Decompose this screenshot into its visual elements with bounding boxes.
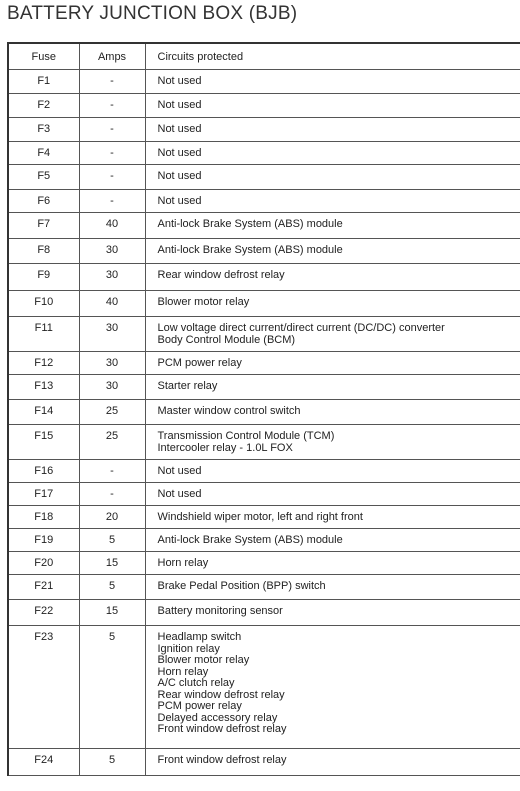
circuits-cell (145, 213, 520, 239)
circuit-line: PCM power relay (157, 357, 242, 369)
circuit-line: Not used (157, 195, 202, 207)
circuit-line: Transmission Control Module (TCM) (157, 430, 335, 442)
circuits-cell (145, 352, 520, 375)
circuit-line: Low voltage direct current/direct current (DC/DC) converter (157, 322, 445, 334)
fuse-cell: F23 (8, 626, 79, 749)
circuits-cell (145, 375, 520, 400)
circuit-line: A/C clutch relay (157, 677, 235, 689)
fuse-cell: F21 (8, 575, 79, 600)
fuse-cell: F4 (8, 142, 79, 165)
fuse-cell: F19 (8, 529, 79, 552)
circuit-line: Ignition relay (157, 642, 220, 655)
fuse-table (7, 42, 520, 776)
circuit-line: Brake Pedal Position (BPP) switch (157, 580, 326, 592)
amps-cell: - (79, 70, 145, 94)
circuit-line: Windshield wiper motor, left and right front (157, 511, 363, 523)
circuit-line: Not used (157, 147, 202, 159)
table-row (8, 118, 520, 142)
circuits-cell (145, 291, 520, 317)
fuse-cell: F1 (8, 70, 79, 94)
circuit-line: Not used (157, 75, 202, 87)
fuse-cell: F24 (8, 749, 79, 776)
amps-cell: 30 (79, 352, 145, 375)
fuse-cell: F9 (8, 264, 79, 291)
circuit-line: Not used (157, 465, 202, 477)
table-row (8, 239, 520, 264)
circuit-line: Not used (157, 170, 202, 182)
fuse-cell: F16 (8, 460, 79, 483)
circuits-cell (145, 118, 520, 142)
circuits-cell (145, 425, 520, 460)
table-row (8, 165, 520, 190)
circuit-line: Master window control switch (157, 405, 301, 417)
amps-cell: - (79, 190, 145, 213)
circuits-cell (145, 70, 520, 94)
amps-cell: 30 (79, 375, 145, 400)
fuse-cell: F6 (8, 190, 79, 213)
circuits-cell (145, 600, 520, 626)
table-row (8, 460, 520, 483)
table-row (8, 264, 520, 291)
amps-cell: 25 (79, 400, 145, 425)
table-row (8, 529, 520, 552)
amps-cell: 5 (79, 575, 145, 600)
circuit-line: Headlamp switch (157, 631, 242, 643)
table-row (8, 425, 520, 460)
amps-cell: - (79, 94, 145, 118)
table-row (8, 291, 520, 317)
fuse-cell: F5 (8, 165, 79, 190)
circuit-line: Starter relay (157, 380, 218, 392)
circuit-line: Rear window defrost relay (157, 688, 285, 701)
circuit-line: Front window defrost relay (157, 723, 287, 735)
circuits-cell (145, 142, 520, 165)
circuits-cell (145, 506, 520, 529)
fuse-cell: F3 (8, 118, 79, 142)
circuits-cell (145, 400, 520, 425)
fuse-cell: F8 (8, 239, 79, 264)
amps-cell: 20 (79, 506, 145, 529)
circuit-line: Front window defrost relay (157, 754, 287, 766)
circuit-line: Anti-lock Brake System (ABS) module (157, 534, 343, 546)
circuit-line: Delayed accessory relay (157, 711, 278, 724)
table-row (8, 70, 520, 94)
table-row (8, 94, 520, 118)
circuit-line: Not used (157, 123, 202, 135)
amps-cell: - (79, 165, 145, 190)
amps-cell: 15 (79, 552, 145, 575)
circuit-line: Anti-lock Brake System (ABS) module (157, 218, 343, 230)
circuit-line: Not used (157, 99, 202, 111)
table-row (8, 375, 520, 400)
fuse-cell: F12 (8, 352, 79, 375)
table-row (8, 749, 520, 776)
table-row (8, 400, 520, 425)
circuits-cell (145, 626, 520, 749)
amps-cell: 5 (79, 626, 145, 749)
amps-cell: 40 (79, 291, 145, 317)
circuits-cell (145, 749, 520, 776)
table-row (8, 190, 520, 213)
header-amps: Amps (79, 43, 145, 70)
table-header-row (8, 43, 520, 70)
circuits-cell (145, 94, 520, 118)
table-row (8, 483, 520, 506)
table-row (8, 552, 520, 575)
amps-cell: - (79, 142, 145, 165)
circuits-cell (145, 460, 520, 483)
header-fuse: Fuse (8, 43, 79, 70)
amps-cell: - (79, 460, 145, 483)
fuse-cell: F18 (8, 506, 79, 529)
fuse-cell: F2 (8, 94, 79, 118)
fuse-cell: F10 (8, 291, 79, 317)
amps-cell: 5 (79, 749, 145, 776)
circuits-cell (145, 264, 520, 291)
amps-cell: 5 (79, 529, 145, 552)
circuits-cell (145, 575, 520, 600)
table-row (8, 575, 520, 600)
circuit-line: Horn relay (157, 557, 209, 569)
circuit-line: Battery monitoring sensor (157, 605, 283, 617)
circuit-line: Body Control Module (BCM) (157, 333, 296, 346)
table-row (8, 142, 520, 165)
fuse-cell: F20 (8, 552, 79, 575)
table-row (8, 352, 520, 375)
circuit-line: Blower motor relay (157, 654, 250, 666)
amps-cell: 25 (79, 425, 145, 460)
fuse-cell: F13 (8, 375, 79, 400)
table-row (8, 626, 520, 749)
amps-cell: 30 (79, 239, 145, 264)
circuit-line: Intercooler relay - 1.0L FOX (157, 441, 293, 454)
amps-cell: - (79, 118, 145, 142)
circuits-cell (145, 190, 520, 213)
circuits-cell (145, 483, 520, 506)
amps-cell: - (79, 483, 145, 506)
fuse-table-body (8, 70, 520, 776)
fuse-cell: F14 (8, 400, 79, 425)
amps-cell: 30 (79, 264, 145, 291)
fuse-cell: F11 (8, 317, 79, 352)
fuse-cell: F22 (8, 600, 79, 626)
fuse-cell: F7 (8, 213, 79, 239)
circuit-line: Horn relay (157, 665, 209, 678)
circuit-line: Anti-lock Brake System (ABS) module (157, 244, 343, 256)
page-title: BATTERY JUNCTION BOX (BJB) (7, 3, 298, 24)
circuit-line: Rear window defrost relay (157, 269, 285, 281)
header-circuits: Circuits protected (145, 43, 520, 70)
circuits-cell (145, 552, 520, 575)
circuit-line: Blower motor relay (157, 296, 250, 308)
circuits-cell (145, 239, 520, 264)
amps-cell: 40 (79, 213, 145, 239)
circuit-line: Not used (157, 488, 202, 500)
circuits-cell (145, 529, 520, 552)
table-row (8, 506, 520, 529)
amps-cell: 15 (79, 600, 145, 626)
circuits-cell (145, 165, 520, 190)
circuits-cell (145, 317, 520, 352)
fuse-table-container (7, 42, 520, 776)
amps-cell: 30 (79, 317, 145, 352)
circuit-line: PCM power relay (157, 700, 242, 712)
table-row (8, 317, 520, 352)
table-row (8, 213, 520, 239)
fuse-cell: F17 (8, 483, 79, 506)
fuse-cell: F15 (8, 425, 79, 460)
table-row (8, 600, 520, 626)
